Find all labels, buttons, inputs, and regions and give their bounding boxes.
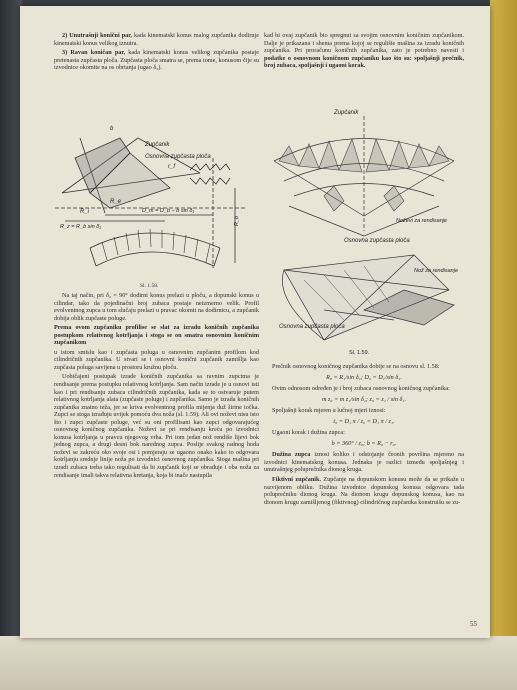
para-uobicajeni: Uobičajeni postupak izrade koničnih zupčanika sa ravnim zupcima je rendisanje prema postupku relativnog kotrljanja. Sam način izrade je u osnovi isti kao i pri rendisanju zubaca cilindričnih zupčanika, kada se to ostvaruje putem relativnog kotrljanja alata (zupčaste poluge) i zupčanika. Samo je izrada koničnih zupčanika znatno teža, jer se kriva evolventnog profila mijenja duž širine točka. Zupci se stoga izrađuju uvijek pomoću dva noža (sl. 1.59). Ali ovi noževi nisu isto što i zupci zupčaste poluge, već su oni profilisani kao zupci odgovarajućeg osnovnog koničnog zupčanika. Noževi se pri rendisanju kreću po izvodnici konusa kotrljanja u pravcu njegovog vrha. Pri tom jedan nož rendiše lijevi bok jednog zupca, a drugi desni bok narednog zupca. Poslije svakog radnog hoda noževi se zakreću oko svoje osi i pomjeraju se ugaono onako kako to odgovara kotrljanju srednje linije noža po izvodnici osnovnog zupčanika. Stoga mašina pri izradi zubaca treba tako regulisati da bi zupčanik koji se obrađuje i oba noža za rendisanje imali takva relativna kretanja, koja bi inače nastupila xyxy=(54,373,259,479)
figure-1-59 xyxy=(264,250,464,360)
figure-1-58 xyxy=(50,98,255,298)
fig2-label-zupcanik: Zupčanik xyxy=(334,110,359,116)
para-kad-bi: kad bi ovaj zupčanik bio spregnut sa svojim osnovnim koničnim zupčanikom. Dalje je prikazana i shema prema kojoj se regulište mašina za izradu koničnih zupčanika. Pri proračunu koničnih zupčanika, zato je potrebno navesti i podatke o osnovnom koničnom zupčaniku kao što su: spoljašnji prečnik, broj zubaca, spoljašnji i ugaoni korak. xyxy=(264,32,464,70)
fig1-label-ploca: Osnovna zupčasta ploča xyxy=(145,154,211,160)
para-u-istom: u istom smislu kao i zupčasta poluga u osnovnim zupčanim profilom kod cilindričnih zupčanika. U stvari se i osnovni konični zupčanik zamišlja kao zupčasta poluga savijena u prostoru kružnu ploču. xyxy=(54,348,259,371)
para-unutrasnji: 2) Unutrašnji konični par, kada kinematski konus malog zupčanika dodiruje kinematski konus velikog iznutra. xyxy=(54,32,259,47)
fig1-label-re: R_e xyxy=(110,199,122,205)
para-nacin: Na taj način, pri δ₂ = 90° dodirni konus prelazi u ploču, a dopunski konus u cilindar, tako da pojedinačni broj zubaca postaje neizmerno velik. Profil evolventnog zupca u tom slučaju prelazi u pravac okomit na dodirnicu, a zupčanik dobija oblik zupčaste poluge. xyxy=(54,292,259,322)
para-ravan: 3) Ravan koničan par, kada kinematski konus velikog zupčanika postaje pretenasta zupčasta ploča. Zupčasta ploča smatra se, prema tome, konusom čije su izvodnice okomite na os obrtanja (ugao δ₂). xyxy=(54,49,259,72)
left-column-bottom xyxy=(54,292,259,481)
para-spoljasnji: Spoljašnji korak mjeren u lučnoj mjeri iznosi: xyxy=(272,407,386,415)
fig1-label-dm: D_m = D_b − b sin δ₁ xyxy=(142,208,195,214)
right-column-top xyxy=(264,32,464,72)
formula-1: R₀ = R₁/sin δ₁; D₀ = D₁/sin δ₁. xyxy=(326,373,402,381)
figure-1-58-caption: Sl. 1.58. xyxy=(140,283,159,289)
para-duzina: Dužina zupca iznosi koliko i odstojanje čeonih površina mjereno na izvodnici kinematskog konusa. Jednaka je razlici između spoljašnjeg i unutrašnjeg poluprečnika dionog kruga. xyxy=(264,451,464,474)
book-cover-right xyxy=(490,0,517,690)
fig3-label-noz: Nož za rendisanje xyxy=(414,268,459,274)
para-ugaoni: Ugaoni korak i dužina zupca: xyxy=(272,429,345,437)
fig1-label-rf: r_f xyxy=(168,164,176,170)
formula-2: m z₀ = m z₁/sin δ₁; z₀ = z₁ / sin δ₁. xyxy=(321,395,407,403)
para-ovim: Ovim odnosom određen je i broj zubaca osnovnog koničnog zupčanika: xyxy=(272,385,450,393)
fig1-label-b: b xyxy=(110,126,114,132)
book-page xyxy=(20,6,490,638)
formula-3: t₀ = D₁ π / z₀ = D₁ π / z₁. xyxy=(333,417,395,425)
figure-gear-knives xyxy=(264,106,464,246)
right-column-bottom xyxy=(264,363,464,508)
fig3-caption: Sl. 1.59. xyxy=(349,350,370,356)
desk-left xyxy=(0,0,22,690)
fig1-label-ri: R_i xyxy=(80,209,90,215)
formula-4: b = 360° / z₀; b = R₀ − r₀. xyxy=(331,439,397,447)
fig1-label-zupcanik: Zupčanik xyxy=(145,142,170,148)
fig1-label-rz: R_z = R_b sin δ₁ xyxy=(60,224,102,230)
fig3-label-ploca: Osnovna zupčasta ploča xyxy=(279,324,345,330)
para-fiktivni: Fiktivni zupčanik. Zupčanje na dopunskom konusu može da se prikaže u razvijenom obliku. Dužina izvodnice dopunskog konusa odgovara tada poluprečniku dionog kruga. Na dionom krugu dopunskog konusa, kao na dionom krugu zamišljenog (fiktivnog) cilindričnog zupčanika konstruišu se zu- xyxy=(264,476,464,506)
page-number: 55 xyxy=(470,620,477,628)
para-bold-prema: Prema ovom zupčaniku profilise se slat za izradu koničnih zupčanika postupkom relativnog kotrljanja i stoga se on smatra osnovnim koničnim zupčanikom xyxy=(54,324,259,347)
book-page-stack xyxy=(0,636,517,690)
left-column-top xyxy=(54,32,259,74)
fig1-label-rt: R_b xyxy=(234,215,240,226)
fig2-label-nozevi: Noževi za rendisanje xyxy=(396,218,448,224)
fig2-label-ploca: Osnovna zupčasta ploča xyxy=(344,238,410,244)
para-precnik: Prečnik osnovnog koničnog zupčanika dobije se na osnovu sl. 1.58: xyxy=(272,363,440,370)
